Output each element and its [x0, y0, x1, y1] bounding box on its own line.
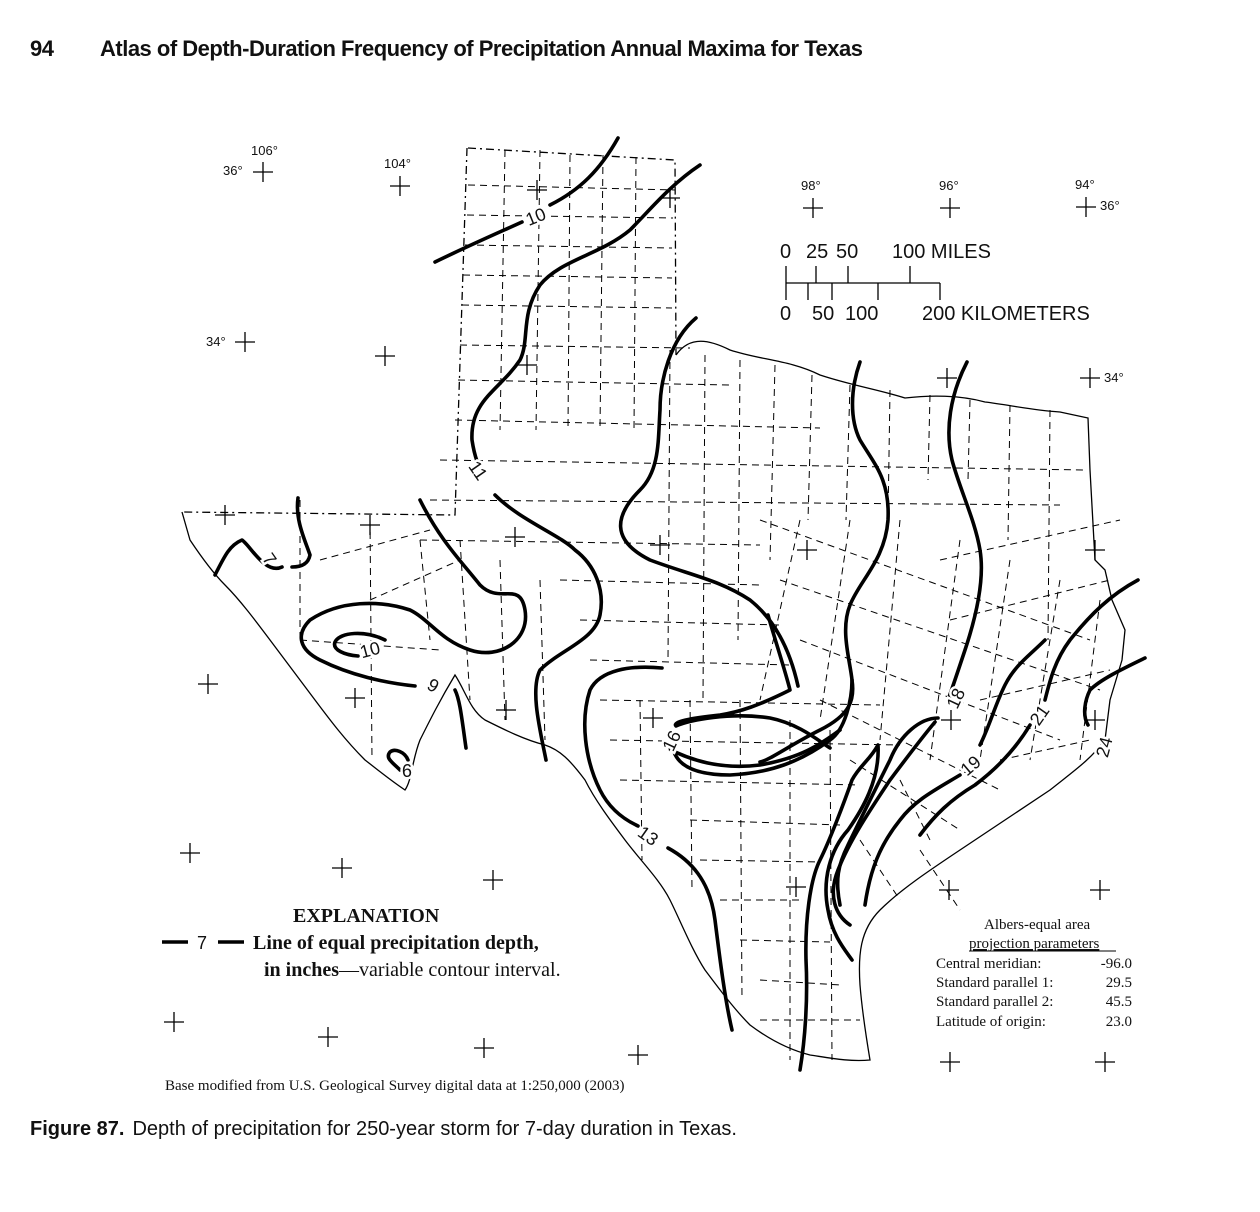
graticule-cross: [483, 870, 503, 890]
figure-caption-text: Depth of precipitation for 250-year storm for 7-day duration in Texas.: [132, 1118, 737, 1140]
graticule-labels: [206, 143, 1124, 385]
scale-miles-25: 25: [806, 241, 829, 263]
graticule-cross: [198, 674, 218, 694]
contour-label-10-north: 10: [522, 203, 549, 230]
contour-label-16: 16: [658, 727, 686, 755]
contour-label-10-west: 10: [357, 637, 383, 663]
figure-caption: [30, 1118, 737, 1141]
scale-km-200: 200 KILOMETERS: [922, 303, 1090, 325]
lon-label-106: 106°: [251, 143, 278, 158]
projection-row-label: Standard parallel 1:: [936, 975, 1054, 991]
graticule-cross: [375, 346, 395, 366]
graticule-cross: [496, 700, 516, 720]
lat-label-36-east: 36°: [1100, 198, 1120, 213]
lat-label-34-east: 34°: [1104, 370, 1124, 385]
graticule-cross: [390, 176, 410, 196]
projection-row-value: 45.5: [1105, 994, 1132, 1010]
legend-line-1: Line of equal precipitation depth,: [253, 932, 539, 954]
projection-row-label: Central meridian:: [936, 956, 1042, 972]
scale-bar: [780, 241, 1090, 325]
projection-row-value: 23.0: [1105, 1014, 1132, 1030]
contour-labels: [258, 204, 1116, 850]
lat-label-34-west: 34°: [206, 334, 226, 349]
legend-line-2: [264, 959, 561, 981]
scale-miles-0: 0: [780, 241, 792, 263]
contour-label-9-west: 9: [423, 674, 443, 697]
graticule-cross: [345, 688, 365, 708]
running-title: Atlas of Depth-Duration Frequency of Precipitation Annual Maxima for Texas: [100, 36, 863, 61]
contour-line-10-north-b: [472, 165, 700, 468]
graticule-cross: [180, 843, 200, 863]
lat-label-36-west: 36°: [223, 163, 243, 178]
contour-line-9-east-stub: [455, 690, 466, 748]
legend-line-2-bold: in inches: [264, 959, 340, 981]
scale-miles-100: 100 MILES: [892, 241, 991, 263]
lon-label-96: 96°: [939, 178, 959, 193]
explanation-title: EXPLANATION: [293, 905, 440, 927]
graticule-cross: [1076, 197, 1096, 217]
explanation-legend: [162, 905, 561, 981]
projection-row-label: Latitude of origin:: [936, 1014, 1046, 1030]
graticule-cross: [474, 1038, 494, 1058]
lon-label-94: 94°: [1075, 177, 1095, 192]
contour-label-7: 7: [258, 549, 281, 570]
graticule-cross: [1080, 368, 1100, 388]
legend-line-2-rest: —variable contour interval.: [339, 959, 561, 981]
contour-line-10-north: [435, 138, 618, 262]
graticule-cross: [318, 1027, 338, 1047]
contour-label-19: 19: [956, 751, 985, 780]
scale-km-0: 0: [780, 303, 792, 325]
graticule-cross: [940, 198, 960, 218]
scale-bar-ruler: [786, 266, 940, 300]
graticule-cross: [332, 858, 352, 878]
contour-line-9-loop: [301, 500, 525, 686]
projection-row-label: Standard parallel 2:: [936, 994, 1054, 1010]
figure-label: Figure 87.: [30, 1118, 125, 1140]
contour-label-21: 21: [1025, 701, 1054, 730]
contour-label-13: 13: [634, 822, 662, 850]
contour-label-24: 24: [1092, 734, 1117, 760]
contour-line-17-b: [800, 745, 878, 1070]
lon-label-98: 98°: [801, 178, 821, 193]
contour-line-18-b: [838, 718, 938, 905]
projection-parameters: [936, 917, 1132, 1030]
scale-km-100: 100: [845, 303, 879, 325]
graticule-cross: [253, 162, 273, 182]
projection-title: Albers-equal area: [984, 917, 1091, 933]
scale-miles-50: 50: [836, 241, 859, 263]
contour-label-18: 18: [942, 685, 970, 712]
contour-line-7-east: [292, 498, 310, 567]
contour-line-24: [1085, 658, 1145, 725]
base-data-note: Base modified from U.S. Geological Survey digital data at 1:250,000 (2003): [165, 1078, 625, 1094]
graticule-cross: [628, 1045, 648, 1065]
lon-label-104: 104°: [384, 156, 411, 171]
graticule-cross: [235, 332, 255, 352]
graticule-cross: [803, 198, 823, 218]
graticule-cross: [1095, 1052, 1115, 1072]
contour-line-18: [833, 362, 981, 925]
page-number: 94: [30, 36, 54, 61]
contour-label-9-south: 9: [401, 760, 412, 780]
contour-line-15: [675, 615, 830, 748]
graticule-cross: [940, 1052, 960, 1072]
graticule-cross: [1090, 880, 1110, 900]
projection-row-value: 29.5: [1105, 975, 1132, 991]
legend-sample-value: 7: [197, 933, 208, 953]
scale-km-50: 50: [812, 303, 835, 325]
projection-row-value: -96.0: [1100, 956, 1132, 972]
graticule-cross: [164, 1012, 184, 1032]
contour-label-11: 11: [464, 457, 492, 484]
projection-subtitle: projection parameters: [969, 936, 1100, 952]
